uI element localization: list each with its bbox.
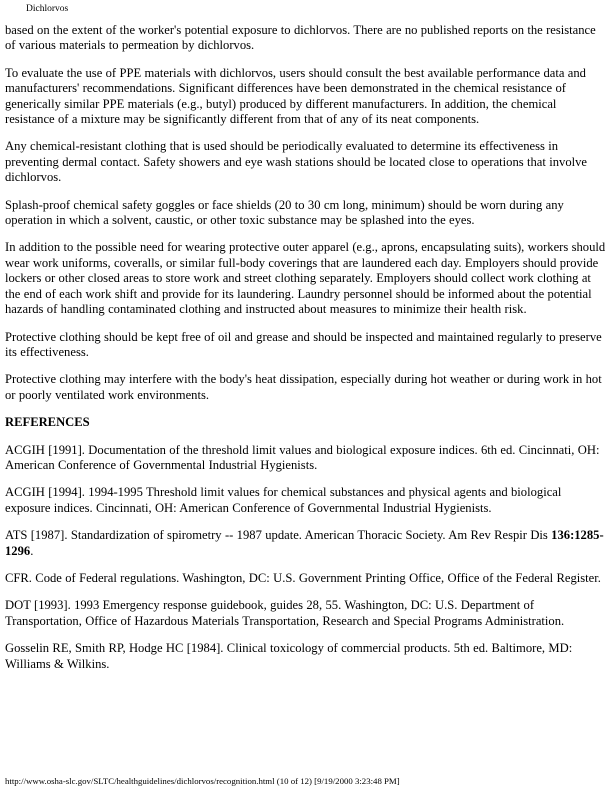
reference-text: ATS [1987]. Standardization of spirometry -- 1987 update. American Thoracic Society. Am Rev Respir Dis	[5, 528, 552, 543]
footer-url: http://www.osha-slc.gov/SLTC/healthguidelines/dichlorvos/recognition.html (10 of 12) [9/19/2000 3:23:48 PM]	[5, 776, 400, 786]
reference-item	[5, 528, 608, 559]
body-paragraph: In addition to the possible need for wearing protective outer apparel (e.g., aprons, encapsulating suits), workers should wear work uniforms, coveralls, or similar full-body coverings that are laundered each day. Employers should provide lockers or other closed areas to store work and street clothing separately. Employers should collect work clothing at the end of each work shift and provide for its laundering. Laundry personnel should be informed about the potential hazards of handling contaminated clothing and instructed about measures to minimize their health risk.	[5, 240, 606, 317]
reference-text: .	[30, 543, 34, 558]
body-paragraph: Protective clothing should be kept free of oil and grease and should be inspected and maintained regularly to preserve its effectiveness.	[5, 329, 602, 359]
body-paragraph: based on the extent of the worker's potential exposure to dichlorvos. There are no published reports on the resistance of various materials to permeation by dichlorvos.	[5, 23, 596, 53]
running-header: Dichlorvos	[26, 4, 69, 14]
reference-item: ACGIH [1994]. 1994-1995 Threshold limit values for chemical substances and physical agents and biological exposure indices. Cincinnati, OH: American Conference of Governmental Industrial Hygienists.	[5, 485, 562, 515]
reference-item: DOT [1993]. 1993 Emergency response guidebook, guides 28, 55. Washington, DC: U.S. Department of Transportation, Office of Hazardous Materials Transportation, Research and Special Programs Administration.	[5, 598, 565, 628]
references-heading: REFERENCES	[5, 415, 90, 430]
reference-item: ACGIH [1991]. Documentation of the threshold limit values and biological exposure indices. 6th ed. Cincinnati, OH: American Conference of Governmental Industrial Hygienists.	[5, 442, 600, 472]
body-paragraph: Protective clothing may interfere with the body's heat dissipation, especially during hot weather or during work in hot or poorly ventilated work environments.	[5, 372, 602, 402]
reference-item: Gosselin RE, Smith RP, Hodge HC [1984]. Clinical toxicology of commercial products. 5th ed. Baltimore, MD: Williams & Wilkins.	[5, 641, 573, 671]
reference-citation-bold: 136:1285-1296	[5, 528, 604, 558]
body-paragraph: Any chemical-resistant clothing that is used should be periodically evaluated to determine its effectiveness in preventing dermal contact. Safety showers and eye wash stations should be located close to operations that involve dichlorvos.	[5, 139, 588, 185]
body-paragraph: To evaluate the use of PPE materials with dichlorvos, users should consult the best available performance data and manufacturers' recommendations. Significant differences have been demonstrated in the chemical resistance of generically similar PPE materials (e.g., butyl) produced by different manufacturers. In addition, the chemical resistance of a mixture may be significantly different from that of any of its neat components.	[5, 65, 586, 127]
document-body	[5, 23, 608, 684]
body-paragraph: Splash-proof chemical safety goggles or face shields (20 to 30 cm long, minimum) should be worn during any operation in which a solvent, caustic, or other toxic substance may be splashed into the eyes.	[5, 197, 564, 228]
reference-item: CFR. Code of Federal regulations. Washington, DC: U.S. Government Printing Office, Office of the Federal Register.	[5, 570, 601, 585]
